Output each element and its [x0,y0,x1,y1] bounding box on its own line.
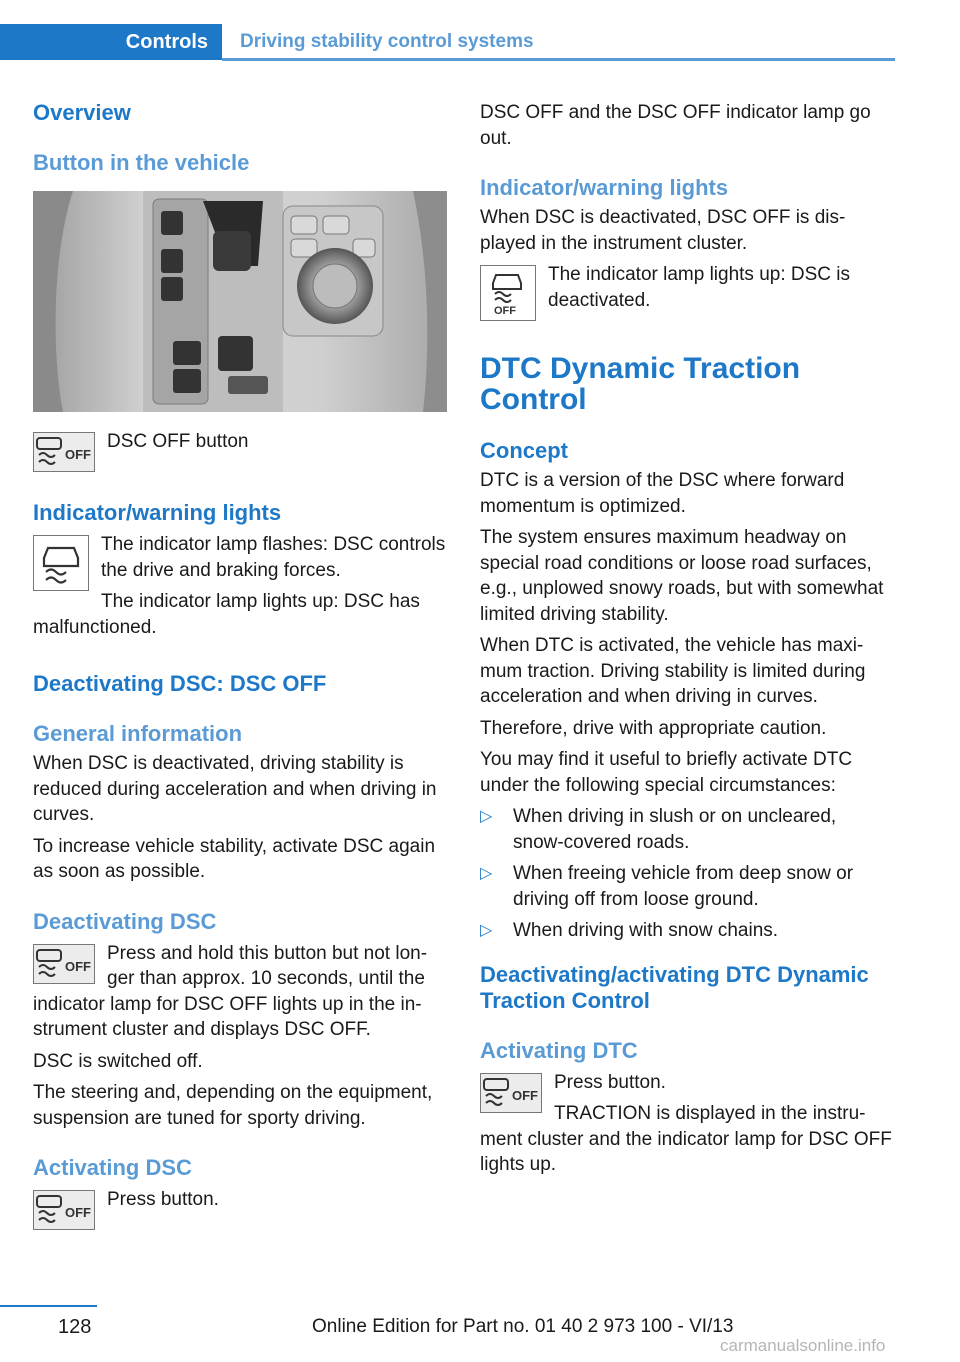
off-label: OFF [65,1205,91,1220]
concept-text-1: DTC is a version of the DSC where forward momentum is optimized. [480,470,845,517]
activating-dtc-text-2: TRACTION is displayed in the instrument cluster and the indicator lamp for DSC OFF lights up. [480,1103,892,1175]
center-console-photo [33,191,447,412]
concept-text-4: Therefore, drive with appropriate caution. [480,717,827,739]
list-item: ▷ When driving with snow chains. [480,918,892,944]
dsc-off-button-icon [33,944,95,984]
dsc-off-button-icon [33,1190,95,1230]
dsc-off-button-icon [33,432,95,472]
concept-heading: Concept [480,438,568,463]
activating-dtc-heading: Activating DTC [480,1037,638,1063]
list-item: ▷ When freeing vehicle from deep snow or driving off from loose ground. [480,863,854,910]
deactivating-dsc-text: Press and hold this button but not longer than approx. 10 seconds, until the indicator lamp for DSC OFF lights up in the instrument cluster and displays DSC OFF. [33,942,428,1040]
concept-text-5: You may find it useful to briefly activate DTC under the following special circumstances: [480,749,853,796]
general-info-text-1: When DSC is deactivated, driving stability is reduced during acceleration and when driving in curves. [33,753,437,825]
off-label: OFF [512,1087,538,1103]
steering-tuned-text: The steering and, depending on the equipment, suspension are tuned for sporty driving. [33,1082,433,1129]
dsc-off-indicator-icon [480,265,536,321]
indicator-displayed-text: When DSC is deactivated, DSC OFF is displayed in the instrument cluster. [480,207,846,254]
activating-dsc-text: Press button. [107,1189,219,1210]
page-header [0,24,895,62]
indicator-malfunction-text: The indicator lamp lights up: DSC has malfunctioned. [33,591,420,638]
dsc-off-button-caption: DSC OFF button [107,431,249,452]
deactivating-dsc-off-heading: Deactivating DSC: DSC OFF [33,671,327,696]
button-in-vehicle-heading: Button in the vehicle [33,150,250,175]
footer-divider [0,1305,97,1307]
list-item: ▷ When driving in slush or on uncleared, snow-covered roads. [480,806,837,853]
triangle-bullet-icon: ▷ [480,922,493,939]
dsc-switched-off-text: DSC is switched off. [33,1050,203,1072]
dsc-indicator-icon [33,535,89,591]
general-info-text-2: To increase vehicle stability, activate DSC again as soon as possible. [33,835,436,882]
section-title: Driving stability control systems [240,31,534,52]
indicator-lamp-deactivated-text: The indicator lamp lights up: DSC is deactivated. [548,264,851,311]
triangle-bullet-icon: ▷ [480,808,493,825]
general-information-heading: General information [33,721,243,746]
indicator-warning-heading-2: Indicator/warning lights [480,175,729,200]
deactivating-activating-dtc-heading: Deactivating/activating DTC Dynamic Traction Control [480,961,869,1013]
dsc-off-button-icon [480,1073,542,1113]
right-column [480,100,892,1184]
overview-heading: Overview [33,100,131,125]
circumstances-list [480,804,892,944]
continuation-text: DSC OFF and the DSC OFF indicator lamp go out. [480,102,871,149]
watermark: carmanualsonline.info [720,1336,886,1355]
page-number: 128 [58,1316,92,1338]
activating-dsc-heading: Activating DSC [33,1155,192,1180]
activating-dtc-text-1: Press button. [554,1071,666,1093]
off-label: OFF [65,447,91,462]
deactivating-dsc-heading: Deactivating DSC [33,908,217,934]
header-divider [222,58,895,61]
concept-text-3: When DTC is activated, the vehicle has maximum traction. Driving stability is limited during acceleration and when driving in curves. [480,635,866,707]
dtc-heading: DTC Dynamic Traction Control [480,352,801,416]
indicator-flash-text: The indicator lamp flashes: DSC controls the drive and braking forces. [101,534,446,581]
indicator-warning-heading: Indicator/warning lights [33,500,282,525]
off-label: OFF [494,305,516,316]
triangle-bullet-icon: ▷ [480,865,493,882]
edition-text: Online Edition for Part no. 01 40 2 973 100 - VI/13 [312,1316,734,1337]
concept-text-2: The system ensures maximum headway on special road conditions or loose road surfaces, e.g., unplowed snowy roads, but with somewhat limited driving stability. [480,527,884,625]
off-label: OFF [65,958,91,974]
left-column [33,100,447,1232]
chapter-tab[interactable]: Controls [0,24,222,60]
